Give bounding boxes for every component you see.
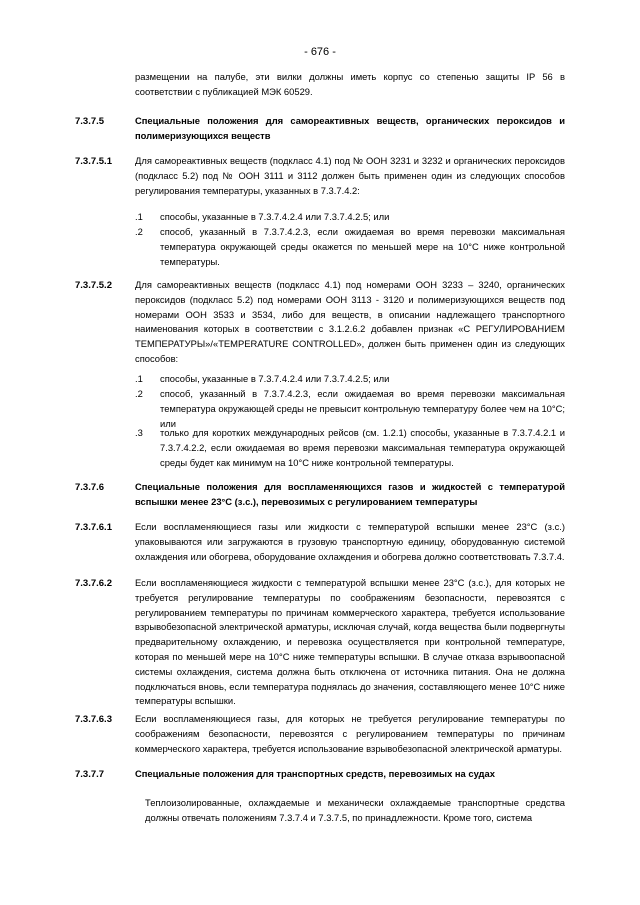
section-7-3-7-5-1-number: 7.3.7.5.1 bbox=[75, 156, 112, 167]
section-7-3-7-6-3-text: Если воспламеняющиеся газы, для которых не требуется регулирование температуры по соображениям безопасности, перевозятся с регулированием температуры по причинам коммерческого характера, требуется использование взрывобезопасной электрической арматуры. bbox=[135, 713, 565, 754]
section-7-3-7-7-text: Теплоизолированные, охлаждаемые и механически охлаждаемые транспортные средства должны отвечать положениям 7.3.7.4 и 7.3.7.5, по принадлежности. Кроме того, система bbox=[145, 797, 565, 823]
list-text: способы, указанные в 7.3.7.4.2.4 или 7.3.7.4.2.5; или bbox=[160, 211, 390, 222]
section-7-3-7-6-2-text: Если воспламеняющиеся жидкости с температурой вспышки менее 23°C (з.с.), для которых не требуется регулирование температуры по соображениям безопасности, перевозятся с регулированием температуры по причинам коммерческого характера, требуется использование взрывобезопасной электрической арматуры, исключая случай, когда вещества были подвергнуты предварительному охлаждению, и перевозка осуществляется при контрольной температуре, которая по меньшей мере на 10°C ниже температуры вспышки. В случае отказа взрывоопасной системы охлаждения, система должна быть отключена от источника питания. Она не должна подключаться вновь, если температура поднялась до значения, составляющего менее 10°C ниже температуры вспышки. bbox=[135, 577, 565, 707]
section-7-3-7-6-1-number: 7.3.7.6.1 bbox=[75, 522, 112, 533]
list-marker: .2 bbox=[135, 226, 143, 237]
section-7-3-7-5-2-number: 7.3.7.5.2 bbox=[75, 280, 112, 291]
section-7-3-7-5-1-text: Для самореактивных веществ (подкласс 4.1) под № ООН 3231 и 3232 и органических пероксидов (подкласс 5.2) под № ООН 3111 и 3112 должен быть применен один из следующих способов регулирования температуры, указанных в 7.3.7.4.2: bbox=[135, 155, 565, 196]
list-marker: .1 bbox=[135, 211, 143, 222]
section-7-3-7-7-title: Специальные положения для транспортных средств, перевозимых на судах bbox=[135, 768, 495, 779]
section-7-3-7-5-2-text: Для самореактивных веществ (подкласс 4.1) под номерами ООН 3233 – 3240, органических пероксидов (подкласс 5.2) под номерами ООН 3113 - 3120 и полимеризующихся веществ под номерами ООН 3533 и 3534, либо для веществ, в описании надлежащего транспортного наименования которых в соответствии с 3.1.2.6.2 добавлен признак «С РЕГУЛИРОВАНИЕМ ТЕМПЕРАТУРЫ»/«TEMPERATURE CONTROLLED», должен быть применен один из следующих способов: bbox=[135, 279, 565, 364]
list-text: только для коротких международных рейсов (см. 1.2.1) способы, указанные в 7.3.7.4.2.1 и 7.3.7.4.2.2, если ожидаемая во время перевозки максимальная температура окружающей среды будет как минимум на 10°C ниже контрольной температуры. bbox=[160, 427, 565, 468]
section-7-3-7-6-3-number: 7.3.7.6.3 bbox=[75, 714, 112, 725]
list-text: способы, указанные в 7.3.7.4.2.4 или 7.3.7.4.2.5; или bbox=[160, 373, 390, 384]
list-marker: .3 bbox=[135, 427, 143, 438]
section-7-3-7-5-number: 7.3.7.5 bbox=[75, 116, 105, 127]
intro-text: размещении на палубе, эти вилки должны иметь корпус со степенью защиты IP 56 в соответствии с публикацией МЭК 60529. bbox=[135, 71, 565, 97]
section-7-3-7-6-2-number: 7.3.7.6.2 bbox=[75, 578, 112, 589]
section-7-3-7-6-1-text: Если воспламеняющиеся газы или жидкости с температурой вспышки менее 23°C (з.с.) упаковываются или загружаются в грузовую транспортную единицу, оборудованную системой охлаждения или обогрева, оборудование охлаждения и обогрева должно соответствовать 7.3.7.4. bbox=[135, 521, 565, 562]
section-7-3-7-7-number: 7.3.7.7 bbox=[75, 769, 105, 780]
list-text: способ, указанный в 7.3.7.4.2.3, если ожидаемая во время перевозки максимальная температура окружающей среды не превысит контрольную температуру более чем на 10°C; или bbox=[160, 388, 565, 429]
section-7-3-7-6-title: Специальные положения для воспламеняющихся газов и жидкостей с температурой вспышки менее 23°C (з.с.), перевозимых с регулированием температуры bbox=[135, 481, 565, 507]
page-number: - 676 - bbox=[304, 46, 336, 58]
list-text: способ, указанный в 7.3.7.4.2.3, если ожидаемая во время перевозки максимальная температура окружающей среды окажется по меньшей мере на 10°C ниже контрольной температуры. bbox=[160, 226, 565, 267]
section-7-3-7-6-number: 7.3.7.6 bbox=[75, 482, 105, 493]
list-marker: .2 bbox=[135, 388, 143, 399]
section-7-3-7-5-title: Специальные положения для самореактивных веществ, органических пероксидов и полимеризующихся веществ bbox=[135, 115, 565, 141]
list-marker: .1 bbox=[135, 373, 143, 384]
